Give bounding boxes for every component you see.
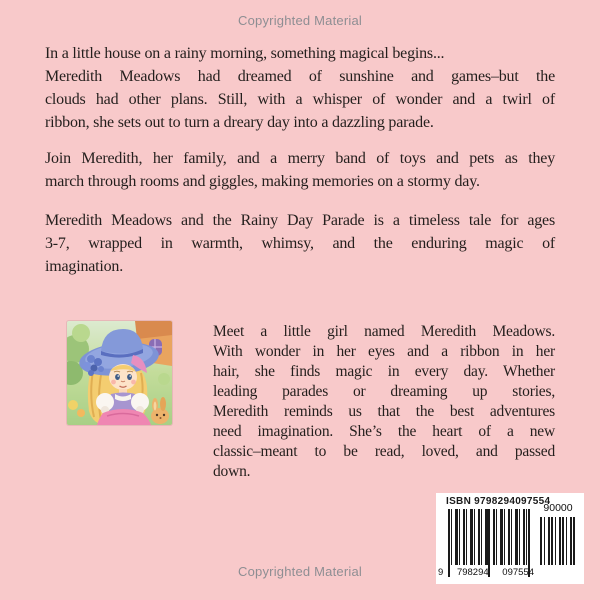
text-line: 3-7, wrapped in warmth, whimsy, and the enduring magic of bbox=[45, 235, 555, 252]
text-line: classic–meant to be read, loved, and passed bbox=[213, 443, 555, 460]
barcode-digit-lead: 9 bbox=[438, 567, 444, 578]
synopsis-paragraph-1 bbox=[45, 65, 555, 134]
girl-illustration bbox=[67, 321, 172, 425]
barcode-price-code: 90000 bbox=[543, 502, 573, 514]
text-line: In a little house on a rainy morning, something magical begins... bbox=[45, 45, 445, 62]
copyright-notice-top: Copyrighted Material bbox=[238, 13, 362, 28]
isbn-label: ISBN 9798294097554 bbox=[446, 496, 551, 507]
text-line: Meredith reminds us that the best adventures bbox=[213, 403, 555, 420]
text-line: need imagination. She’s the heart of a new bbox=[213, 423, 555, 440]
barcode-supplemental-bars bbox=[540, 517, 577, 565]
text-line: hair, she finds magic in every day. Whether bbox=[213, 363, 555, 380]
girl-illustration-art bbox=[67, 321, 172, 425]
text-line: down. bbox=[213, 463, 251, 480]
synopsis-paragraph-3 bbox=[45, 209, 555, 278]
text-line: Join Meredith, her family, and a merry band of toys and pets as they bbox=[45, 150, 555, 167]
synopsis-intro-line bbox=[45, 42, 555, 65]
synopsis-paragraph-2 bbox=[45, 147, 555, 193]
text-line: With wonder in her eyes and a ribbon in her bbox=[213, 343, 555, 360]
barcode-digit-group2: 097554 bbox=[502, 567, 534, 578]
text-line: leading parades or dreaming up stories, bbox=[213, 383, 555, 400]
author-blurb bbox=[213, 322, 555, 482]
text-line: imagination. bbox=[45, 258, 124, 275]
text-line: ribbon, she sets out to turn a dreary day into a dazzling parade. bbox=[45, 114, 434, 131]
text-line: march through rooms and giggles, making memories on a stormy day. bbox=[45, 173, 480, 190]
text-line: Meredith Meadows and the Rainy Day Parade is a timeless tale for ages bbox=[45, 212, 555, 229]
synopsis-section bbox=[45, 42, 555, 278]
barcode-digit-group1: 798294 bbox=[456, 567, 489, 578]
text-line: Meet a little girl named Meredith Meadows. bbox=[213, 323, 555, 340]
text-line: Meredith Meadows had dreamed of sunshine and games–but the bbox=[45, 68, 555, 85]
copyright-notice-bottom: Copyrighted Material bbox=[238, 564, 362, 579]
text-line: clouds had other plans. Still, with a whisper of wonder and a twirl of bbox=[45, 91, 555, 108]
